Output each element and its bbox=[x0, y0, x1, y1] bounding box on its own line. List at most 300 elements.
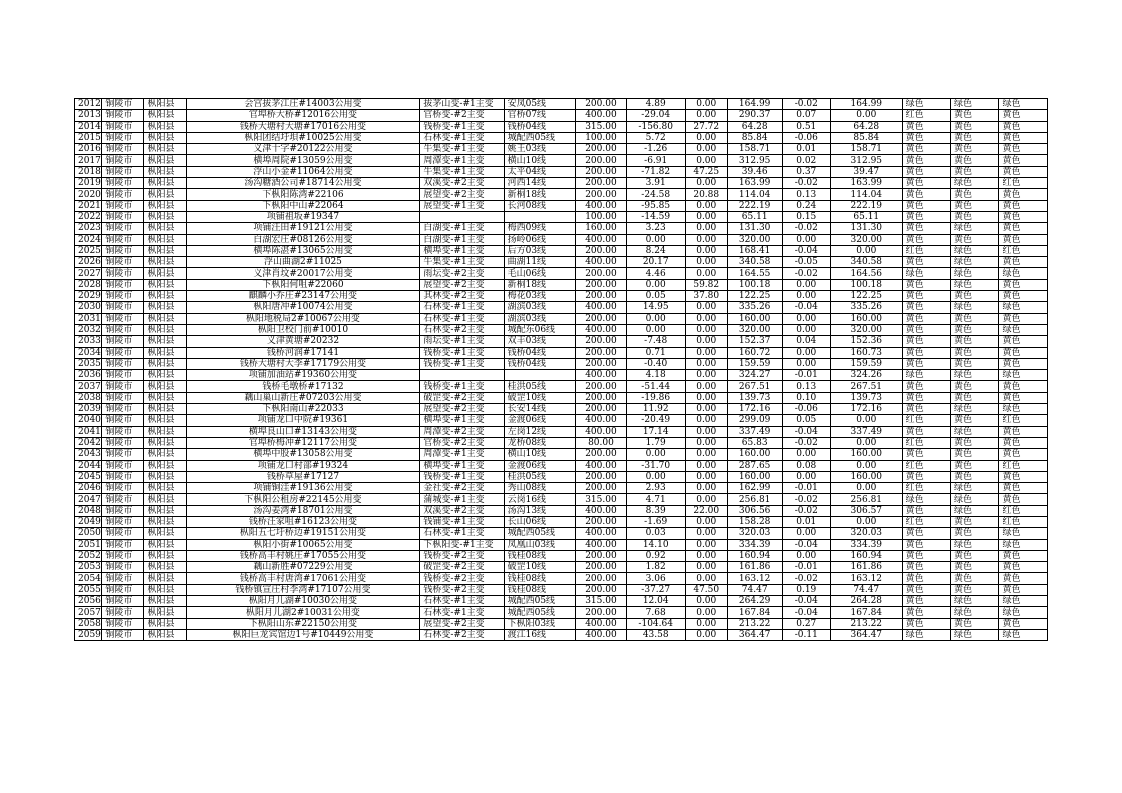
table-cell: 0.00 bbox=[685, 618, 727, 629]
table-cell: 159.59 bbox=[830, 358, 902, 369]
table-cell: 汤沟姜湾#18701公用变 bbox=[186, 505, 420, 516]
table-cell: -20.49 bbox=[626, 415, 685, 426]
table-cell: -7.48 bbox=[626, 336, 685, 347]
table-cell: 红色 bbox=[999, 245, 1048, 256]
table-cell: 拔茅山变-#1主变 bbox=[420, 99, 504, 110]
table-cell: 2015 bbox=[75, 132, 102, 143]
table-cell: 200.00 bbox=[576, 449, 627, 460]
table-cell: 绿色 bbox=[902, 629, 950, 640]
table-cell: 黄色 bbox=[902, 573, 950, 584]
table-cell: -0.01 bbox=[782, 370, 830, 381]
table-cell: 太平04线 bbox=[504, 166, 576, 177]
table-cell: 黄色 bbox=[902, 313, 950, 324]
table-cell: 枞阳县 bbox=[144, 324, 186, 335]
table-cell: 铜陵市 bbox=[102, 550, 144, 561]
table-cell: 0.04 bbox=[782, 336, 830, 347]
table-cell: 334.39 bbox=[830, 539, 902, 550]
table-cell: 114.04 bbox=[727, 189, 782, 200]
table-cell: -0.02 bbox=[782, 573, 830, 584]
table-cell: 0.00 bbox=[782, 324, 830, 335]
table-cell: 200.00 bbox=[576, 245, 627, 256]
table-cell: 枞阳县 bbox=[144, 257, 186, 268]
table-cell: 铜陵市 bbox=[102, 223, 144, 234]
table-row bbox=[75, 437, 1048, 448]
table-cell: 黄色 bbox=[999, 234, 1048, 245]
table-cell: 黄色 bbox=[999, 618, 1048, 629]
table-cell: -19.86 bbox=[626, 392, 685, 403]
table-row bbox=[75, 573, 1048, 584]
table-cell bbox=[420, 370, 504, 381]
table-cell: -95.85 bbox=[626, 200, 685, 211]
table-cell: 黄色 bbox=[902, 584, 950, 595]
table-cell: 黄色 bbox=[902, 166, 950, 177]
table-cell: 绿色 bbox=[902, 268, 950, 279]
table-cell: 64.28 bbox=[830, 121, 902, 132]
table-cell: 163.99 bbox=[830, 178, 902, 189]
table-cell: 0.00 bbox=[685, 313, 727, 324]
table-row bbox=[75, 234, 1048, 245]
table-cell: 铜陵市 bbox=[102, 426, 144, 437]
table-cell: 312.95 bbox=[830, 155, 902, 166]
table-cell: 黄色 bbox=[902, 505, 950, 516]
table-cell: 渡江16线 bbox=[504, 629, 576, 640]
table-cell: 金渡06线 bbox=[504, 415, 576, 426]
table-cell: 3.91 bbox=[626, 178, 685, 189]
table-cell: 钱桥变-#2主变 bbox=[420, 584, 504, 595]
table-cell: 枞阳县 bbox=[144, 528, 186, 539]
table-cell: 周潭变-#1主变 bbox=[420, 449, 504, 460]
table-cell: 绿色 bbox=[902, 370, 950, 381]
table-cell: 枞阳县 bbox=[144, 200, 186, 211]
table-cell: 164.56 bbox=[830, 268, 902, 279]
table-cell: 164.55 bbox=[727, 268, 782, 279]
table-cell: 官桥07线 bbox=[504, 110, 576, 121]
table-cell: 蒲城变-#1主变 bbox=[420, 494, 504, 505]
table-cell: -0.06 bbox=[782, 132, 830, 143]
table-cell: 铜陵市 bbox=[102, 302, 144, 313]
table-cell: 264.28 bbox=[830, 596, 902, 607]
table-cell: 200.00 bbox=[576, 279, 627, 290]
table-cell: 铜陵市 bbox=[102, 268, 144, 279]
table-cell: 黄色 bbox=[902, 358, 950, 369]
table-cell: 官桥变-#2主变 bbox=[420, 437, 504, 448]
table-row bbox=[75, 629, 1048, 640]
table-cell: 160.00 bbox=[576, 223, 627, 234]
table-cell: 0.00 bbox=[782, 471, 830, 482]
table-cell: 0.00 bbox=[685, 562, 727, 573]
table-cell: 0.00 bbox=[685, 358, 727, 369]
table-cell bbox=[504, 211, 576, 222]
table-cell: 绿色 bbox=[951, 494, 999, 505]
table-cell: 0.00 bbox=[685, 200, 727, 211]
table-cell: 2059 bbox=[75, 629, 102, 640]
table-cell: 320.00 bbox=[830, 324, 902, 335]
table-cell: 桂洪05线 bbox=[504, 381, 576, 392]
table-cell: 其林变-#2主变 bbox=[420, 291, 504, 302]
table-cell: 0.00 bbox=[685, 347, 727, 358]
table-cell: 铜陵市 bbox=[102, 121, 144, 132]
table-cell: 黄色 bbox=[902, 381, 950, 392]
table-cell: 钱桥变-#1主变 bbox=[420, 121, 504, 132]
table-cell: 枞阳县 bbox=[144, 629, 186, 640]
table-cell: 枞阳县 bbox=[144, 279, 186, 290]
table-cell: 梅花03线 bbox=[504, 291, 576, 302]
table-cell: 0.00 bbox=[685, 426, 727, 437]
table-cell: 2013 bbox=[75, 110, 102, 121]
table-cell: 400.00 bbox=[576, 528, 627, 539]
table-cell: 0.00 bbox=[685, 245, 727, 256]
table-cell: 152.36 bbox=[830, 336, 902, 347]
table-cell: 红色 bbox=[999, 505, 1048, 516]
table-cell: 200.00 bbox=[576, 381, 627, 392]
table-cell: 2014 bbox=[75, 121, 102, 132]
table-cell: 0.00 bbox=[830, 415, 902, 426]
table-cell: 枞阳小街#10065公用变 bbox=[186, 539, 420, 550]
table-cell: 黄色 bbox=[951, 200, 999, 211]
table-cell: 14.95 bbox=[626, 302, 685, 313]
table-cell: -0.02 bbox=[782, 494, 830, 505]
table-cell: 100.18 bbox=[727, 279, 782, 290]
table-cell: 绿色 bbox=[951, 483, 999, 494]
table-cell: 黄色 bbox=[902, 550, 950, 561]
table-cell: 毛山06线 bbox=[504, 268, 576, 279]
table-cell: 2025 bbox=[75, 245, 102, 256]
table-cell bbox=[420, 211, 504, 222]
table-cell: -14.59 bbox=[626, 211, 685, 222]
table-cell: 100.00 bbox=[576, 132, 627, 143]
table-cell: 官桥变-#2主变 bbox=[420, 110, 504, 121]
table-cell: 43.58 bbox=[626, 629, 685, 640]
table-cell: 黄色 bbox=[951, 437, 999, 448]
table-cell: 200.00 bbox=[576, 178, 627, 189]
table-cell: 绿色 bbox=[999, 528, 1048, 539]
table-cell: 164.99 bbox=[830, 99, 902, 110]
table-cell: 破罡变-#2主变 bbox=[420, 562, 504, 573]
table-cell: 铜陵市 bbox=[102, 404, 144, 415]
table-cell: 石林变-#1主变 bbox=[420, 302, 504, 313]
table-cell: 铜陵市 bbox=[102, 370, 144, 381]
table-row bbox=[75, 505, 1048, 516]
table-cell: 枞阳县 bbox=[144, 155, 186, 166]
table-cell: 绿色 bbox=[999, 99, 1048, 110]
table-cell: 湖滨03线 bbox=[504, 313, 576, 324]
table-cell: 枞阳县 bbox=[144, 426, 186, 437]
table-cell: 黄色 bbox=[902, 211, 950, 222]
table-cell: 石林变-#1主变 bbox=[420, 607, 504, 618]
table-cell: 铜陵市 bbox=[102, 234, 144, 245]
table-cell: 湖滨03线 bbox=[504, 302, 576, 313]
table-cell: 400.00 bbox=[576, 110, 627, 121]
table-cell: 枞阳五七圩桥边#19151公用变 bbox=[186, 528, 420, 539]
table-cell: 11.92 bbox=[626, 404, 685, 415]
table-cell: 0.19 bbox=[782, 584, 830, 595]
table-cell: 3.23 bbox=[626, 223, 685, 234]
table-cell: 铜陵市 bbox=[102, 189, 144, 200]
table-cell: -1.26 bbox=[626, 144, 685, 155]
table-cell: 扬岭06线 bbox=[504, 234, 576, 245]
table-cell: 黄色 bbox=[999, 483, 1048, 494]
table-cell: 160.73 bbox=[830, 347, 902, 358]
table-cell: 0.10 bbox=[782, 392, 830, 403]
table-cell: 枞阳县 bbox=[144, 494, 186, 505]
table-cell: -0.04 bbox=[782, 596, 830, 607]
table-row bbox=[75, 121, 1048, 132]
table-cell: 铜陵市 bbox=[102, 211, 144, 222]
table-cell: 铜陵市 bbox=[102, 629, 144, 640]
table-cell: 枞阳县 bbox=[144, 449, 186, 460]
table-cell: 287.65 bbox=[727, 460, 782, 471]
table-cell: 城配西05线 bbox=[504, 596, 576, 607]
table-cell: 枞阳卫校门前#10010 bbox=[186, 324, 420, 335]
table-cell: 绿色 bbox=[951, 268, 999, 279]
table-cell: 2030 bbox=[75, 302, 102, 313]
table-cell: 37.80 bbox=[685, 291, 727, 302]
table-cell: 金渡06线 bbox=[504, 460, 576, 471]
table-cell: 2023 bbox=[75, 223, 102, 234]
table-cell: -51.44 bbox=[626, 381, 685, 392]
table-row bbox=[75, 166, 1048, 177]
table-cell: 城配西05线 bbox=[504, 132, 576, 143]
table-cell: 122.25 bbox=[727, 291, 782, 302]
table-cell: 枞阳县 bbox=[144, 144, 186, 155]
table-cell: 400.00 bbox=[576, 257, 627, 268]
table-cell: 0.00 bbox=[782, 358, 830, 369]
table-cell: 0.00 bbox=[626, 313, 685, 324]
table-cell: 横埠周院#13059公用变 bbox=[186, 155, 420, 166]
table-cell: 枞阳县 bbox=[144, 313, 186, 324]
table-cell: 铜陵市 bbox=[102, 166, 144, 177]
table-row bbox=[75, 483, 1048, 494]
table-cell: 168.41 bbox=[727, 245, 782, 256]
table-cell: 黄色 bbox=[999, 313, 1048, 324]
table-cell: 义津肖坟#20017公用变 bbox=[186, 268, 420, 279]
table-cell: 钱桥变-#2主变 bbox=[420, 550, 504, 561]
table-cell: 枞阳县 bbox=[144, 381, 186, 392]
table-cell: 枞阳团结圩垻#10025公用变 bbox=[186, 132, 420, 143]
table-cell: 黄色 bbox=[951, 132, 999, 143]
table-cell: 1.79 bbox=[626, 437, 685, 448]
table-row bbox=[75, 302, 1048, 313]
table-cell: 158.71 bbox=[727, 144, 782, 155]
table-cell: 双溪变-#2主变 bbox=[420, 178, 504, 189]
table-cell: 枞阳县 bbox=[144, 539, 186, 550]
table-cell: 绿色 bbox=[902, 99, 950, 110]
table-cell: 义津黄塘#20232 bbox=[186, 336, 420, 347]
table-cell: 334.39 bbox=[727, 539, 782, 550]
table-cell: 黄色 bbox=[999, 471, 1048, 482]
table-cell: 400.00 bbox=[576, 415, 627, 426]
table-cell: 160.00 bbox=[830, 449, 902, 460]
table-cell: 340.58 bbox=[727, 257, 782, 268]
table-row bbox=[75, 381, 1048, 392]
table-cell: 黄色 bbox=[951, 110, 999, 121]
table-cell: 枞阳县 bbox=[144, 550, 186, 561]
table-row bbox=[75, 358, 1048, 369]
table-cell: 200.00 bbox=[576, 166, 627, 177]
table-cell: 400.00 bbox=[576, 234, 627, 245]
table-cell: 黄色 bbox=[951, 189, 999, 200]
table-cell: 石林变-#1主变 bbox=[420, 313, 504, 324]
table-cell: 200.00 bbox=[576, 347, 627, 358]
table-cell: 2045 bbox=[75, 471, 102, 482]
table-cell: 0.00 bbox=[685, 155, 727, 166]
table-cell: 222.19 bbox=[830, 200, 902, 211]
table-cell: 绿色 bbox=[999, 302, 1048, 313]
table-cell: 红色 bbox=[902, 415, 950, 426]
table-cell: 200.00 bbox=[576, 336, 627, 347]
table-cell: 黄色 bbox=[902, 347, 950, 358]
table-cell: 152.37 bbox=[727, 336, 782, 347]
table-cell: 横埠变-#1主变 bbox=[420, 415, 504, 426]
table-cell: 139.73 bbox=[830, 392, 902, 403]
table-cell: 299.09 bbox=[727, 415, 782, 426]
table-cell: 200.00 bbox=[576, 99, 627, 110]
table-cell: 双溪变-#2主变 bbox=[420, 505, 504, 516]
table-cell: 横埠良山口#13143公用变 bbox=[186, 426, 420, 437]
table-cell: 0.00 bbox=[685, 223, 727, 234]
table-cell: 绿色 bbox=[951, 178, 999, 189]
table-cell: 39.47 bbox=[830, 166, 902, 177]
table-cell: 枞阳县 bbox=[144, 437, 186, 448]
table-cell: 2037 bbox=[75, 381, 102, 392]
table-cell: -0.02 bbox=[782, 268, 830, 279]
table-cell: 红色 bbox=[999, 415, 1048, 426]
table-cell: 铜陵市 bbox=[102, 607, 144, 618]
table-cell: 131.30 bbox=[830, 223, 902, 234]
table-cell: 破罡变-#2主变 bbox=[420, 392, 504, 403]
table-cell: 黄色 bbox=[999, 110, 1048, 121]
table-cell: 钱桥高丰村姚庄#17055公用变 bbox=[186, 550, 420, 561]
table-cell: 钱桥变-#1主变 bbox=[420, 347, 504, 358]
table-cell: 8.24 bbox=[626, 245, 685, 256]
table-cell: 2038 bbox=[75, 392, 102, 403]
table-cell: 黄色 bbox=[902, 324, 950, 335]
table-row bbox=[75, 257, 1048, 268]
table-cell: 展望变-#1主变 bbox=[420, 200, 504, 211]
table-cell: 0.00 bbox=[685, 234, 727, 245]
table-cell: 400.00 bbox=[576, 426, 627, 437]
table-cell: 400.00 bbox=[576, 460, 627, 471]
table-row bbox=[75, 324, 1048, 335]
table-cell: 黄色 bbox=[902, 426, 950, 437]
table-cell: 绿色 bbox=[951, 607, 999, 618]
table-row bbox=[75, 110, 1048, 121]
table-row bbox=[75, 155, 1048, 166]
table-cell: 钱桥大塘村大李#17179公用变 bbox=[186, 358, 420, 369]
table-cell: 下枞阳南山#22033 bbox=[186, 404, 420, 415]
table-cell: 浮山曲湖2#11025 bbox=[186, 257, 420, 268]
table-cell: 100.00 bbox=[576, 211, 627, 222]
table-cell: 铜陵市 bbox=[102, 132, 144, 143]
table-cell: 铜陵市 bbox=[102, 324, 144, 335]
table-cell: 0.00 bbox=[626, 234, 685, 245]
table-cell: -29.04 bbox=[626, 110, 685, 121]
table-cell: 铜陵市 bbox=[102, 584, 144, 595]
table-cell: 306.56 bbox=[727, 505, 782, 516]
table-cell: 400.00 bbox=[576, 324, 627, 335]
table-cell: 汤沟糖酒公司#18714公用变 bbox=[186, 178, 420, 189]
table-row bbox=[75, 144, 1048, 155]
table-cell: 0.00 bbox=[782, 528, 830, 539]
table-cell: 0.00 bbox=[830, 460, 902, 471]
table-cell: 74.47 bbox=[727, 584, 782, 595]
table-cell: 铜陵市 bbox=[102, 279, 144, 290]
table-cell: 2033 bbox=[75, 336, 102, 347]
table-cell: 324.27 bbox=[727, 370, 782, 381]
table-cell: 167.84 bbox=[830, 607, 902, 618]
table-cell: 黄色 bbox=[951, 121, 999, 132]
table-cell: 会宫拔茅江庄#14003公用变 bbox=[186, 99, 420, 110]
table-cell: 红色 bbox=[999, 178, 1048, 189]
table-cell: 绿色 bbox=[951, 426, 999, 437]
table-cell: 铜陵市 bbox=[102, 494, 144, 505]
table-cell: 新桐18线 bbox=[504, 279, 576, 290]
table-cell: 龙桥08线 bbox=[504, 437, 576, 448]
table-cell: 枞阳县 bbox=[144, 404, 186, 415]
table-cell: 2036 bbox=[75, 370, 102, 381]
table-cell: 4.89 bbox=[626, 99, 685, 110]
table-cell: 绿色 bbox=[951, 370, 999, 381]
table-cell: 0.00 bbox=[685, 336, 727, 347]
table-row bbox=[75, 460, 1048, 471]
table-cell: 左岗12线 bbox=[504, 426, 576, 437]
table-cell: 桂洪05线 bbox=[504, 471, 576, 482]
table-cell: 黄色 bbox=[999, 358, 1048, 369]
table-cell: -0.04 bbox=[782, 539, 830, 550]
table-cell: 破罡10线 bbox=[504, 562, 576, 573]
table-cell: 铜陵市 bbox=[102, 483, 144, 494]
table-cell: 绿色 bbox=[999, 607, 1048, 618]
table-cell: 黄色 bbox=[902, 607, 950, 618]
table-cell: 65.11 bbox=[727, 211, 782, 222]
table-row bbox=[75, 550, 1048, 561]
table-cell: 枞阳县 bbox=[144, 596, 186, 607]
table-cell: 200.00 bbox=[576, 573, 627, 584]
table-cell: 161.86 bbox=[830, 562, 902, 573]
table-cell: 290.37 bbox=[727, 110, 782, 121]
table-cell: 12.04 bbox=[626, 596, 685, 607]
table-cell: 2054 bbox=[75, 573, 102, 584]
table-cell: 163.99 bbox=[727, 178, 782, 189]
table-cell: 黄色 bbox=[999, 336, 1048, 347]
table-cell: 160.00 bbox=[727, 313, 782, 324]
table-cell: 枞阳月儿湖2#10031公用变 bbox=[186, 607, 420, 618]
table-cell: 160.94 bbox=[727, 550, 782, 561]
table-cell: 0.13 bbox=[782, 381, 830, 392]
table-cell: 绿色 bbox=[951, 404, 999, 415]
table-cell: -0.06 bbox=[782, 404, 830, 415]
table-cell: 59.82 bbox=[685, 279, 727, 290]
table-cell: 0.27 bbox=[782, 618, 830, 629]
table-cell: 黄色 bbox=[999, 155, 1048, 166]
table-cell: 0.00 bbox=[830, 245, 902, 256]
table-cell: 2050 bbox=[75, 528, 102, 539]
table-cell: 320.00 bbox=[830, 234, 902, 245]
table-cell: 铜陵市 bbox=[102, 155, 144, 166]
table-cell: 65.83 bbox=[727, 437, 782, 448]
table-cell: 315.00 bbox=[576, 121, 627, 132]
table-cell: 0.00 bbox=[626, 324, 685, 335]
table-cell: 0.00 bbox=[685, 132, 727, 143]
table-row bbox=[75, 607, 1048, 618]
table-cell: 铜陵市 bbox=[102, 291, 144, 302]
table-cell: 枞阳县 bbox=[144, 121, 186, 132]
table-cell: 3.06 bbox=[626, 573, 685, 584]
table-cell: 黄色 bbox=[951, 528, 999, 539]
table-cell: 安凤05线 bbox=[504, 99, 576, 110]
table-cell: 0.00 bbox=[685, 370, 727, 381]
transformer-table bbox=[74, 98, 1048, 641]
